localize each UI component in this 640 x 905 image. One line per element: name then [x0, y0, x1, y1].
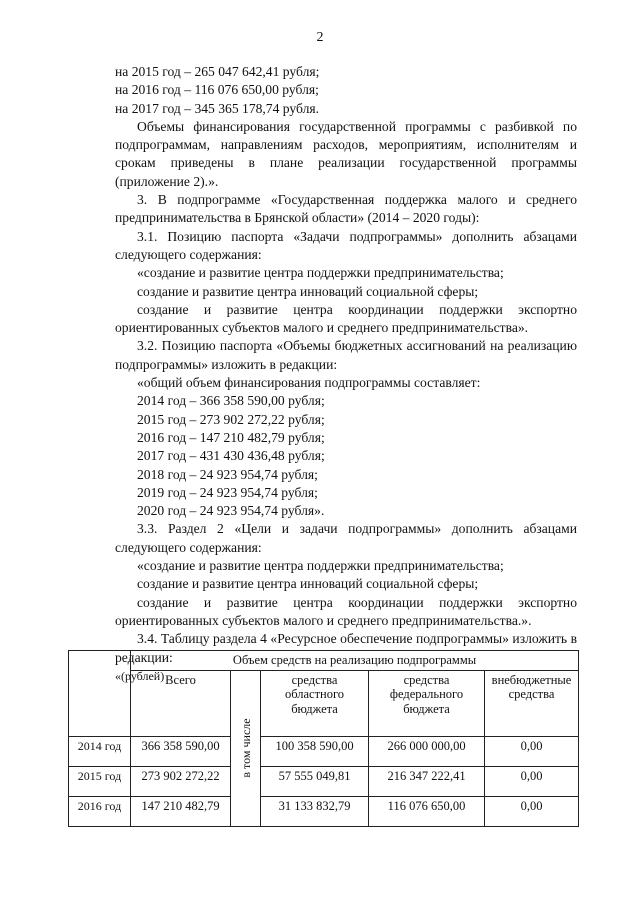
- total-cell: 366 358 590,00: [131, 736, 231, 766]
- total-cell: 147 210 482,79: [131, 796, 231, 826]
- year-cell: 2015 год: [69, 766, 131, 796]
- year-cell: 2016 год: [69, 796, 131, 826]
- task-line: создание и развитие центра инноваций социальной сферы;: [137, 576, 479, 592]
- document-body: [115, 63, 577, 683]
- item-3-3: 3.3. Раздел 2 «Цели и задачи подпрограммы» дополнить абзацами следующего содержания:: [115, 521, 577, 555]
- header-regional: средства областного бюджета: [261, 670, 369, 736]
- item-3-4: 3.4. Таблицу раздела 4 «Ресурсное обеспечение подпрограммы» изложить в редакции:: [115, 631, 577, 665]
- table-row: [69, 736, 579, 766]
- extra-cell: 0,00: [485, 796, 579, 826]
- funding-line-2016: на 2016 год – 116 076 650,00 рубля;: [115, 82, 319, 98]
- task-line: «создание и развитие центра поддержки предпринимательства;: [137, 265, 504, 281]
- table-subheader-row: [69, 670, 579, 736]
- header-extra: внебюджетные средства: [485, 670, 579, 736]
- table-header-row: [69, 651, 579, 671]
- regional-cell: 100 358 590,00: [261, 736, 369, 766]
- task-line: создание и развитие центра координации поддержки экспортно ориентированных субъектов малого и среднего предпринимательства.».: [115, 594, 577, 628]
- regional-cell: 57 555 049,81: [261, 766, 369, 796]
- header-federal: средства федерального бюджета: [369, 670, 485, 736]
- volume-line: «общий объем финансирования подпрограммы составляет:: [137, 375, 481, 391]
- financing-paragraph: Объемы финансирования государственной программы с разбивкой по подпрограммам, направлениям расходов, мероприятиям, исполнителям и срокам приведены в плане реализации государственной программы (приложение 2).».: [115, 118, 577, 189]
- volume-line: 2020 год – 24 923 954,74 рубля».: [137, 503, 325, 519]
- volume-line: 2014 год – 366 358 590,00 рубля;: [137, 393, 325, 409]
- item-3-2: 3.2. Позицию паспорта «Объемы бюджетных ассигнований на реализацию подпрограммы» изложить в редакции:: [115, 338, 577, 372]
- extra-cell: 0,00: [485, 766, 579, 796]
- year-header-cell: [69, 651, 131, 737]
- volume-line: 2018 год – 24 923 954,74 рубля;: [137, 466, 318, 482]
- funding-line-2017: на 2017 год – 345 365 178,74 рубля.: [115, 100, 320, 116]
- task-line: создание и развитие центра инноваций социальной сферы;: [137, 283, 479, 299]
- table-row: [69, 766, 579, 796]
- item-3: 3. В подпрограмме «Государственная поддержка малого и среднего предпринимательства в Брянской области» (2014 – 2020 годы):: [115, 192, 577, 226]
- header-main: Объем средств на реализацию подпрограммы: [131, 651, 579, 671]
- federal-cell: 266 000 000,00: [369, 736, 485, 766]
- total-cell: 273 902 272,22: [131, 766, 231, 796]
- task-line: создание и развитие центра координации поддержки экспортно ориентированных субъектов малого и среднего предпринимательства».: [115, 301, 577, 336]
- resource-table: [68, 650, 579, 827]
- page-number: 2: [316, 30, 324, 45]
- volume-line: 2019 год – 24 923 954,74 рубля;: [137, 484, 318, 500]
- federal-cell: 216 347 222,41: [369, 766, 485, 796]
- task-line: «создание и развитие центра поддержки предпринимательства;: [137, 558, 504, 574]
- volume-line: 2017 год – 431 430 436,48 рубля;: [137, 448, 325, 464]
- federal-cell: 116 076 650,00: [369, 796, 485, 826]
- item-3-1: 3.1. Позицию паспорта «Задачи подпрограммы» дополнить абзацами следующего содержания:: [115, 228, 577, 262]
- extra-cell: 0,00: [485, 736, 579, 766]
- header-including: [231, 670, 261, 826]
- regional-cell: 31 133 832,79: [261, 796, 369, 826]
- table-row: [69, 796, 579, 826]
- header-total: Всего: [131, 670, 231, 736]
- volume-line: 2015 год – 273 902 272,22 рубля;: [137, 411, 325, 427]
- volume-line: 2016 год – 147 210 482,79 рубля;: [137, 429, 325, 445]
- year-cell: 2014 год: [69, 736, 131, 766]
- unit-label: «(рублей): [115, 668, 165, 683]
- funding-line-2015: на 2015 год – 265 047 642,41 рубля;: [115, 64, 320, 79]
- including-label: в том числе: [238, 718, 253, 778]
